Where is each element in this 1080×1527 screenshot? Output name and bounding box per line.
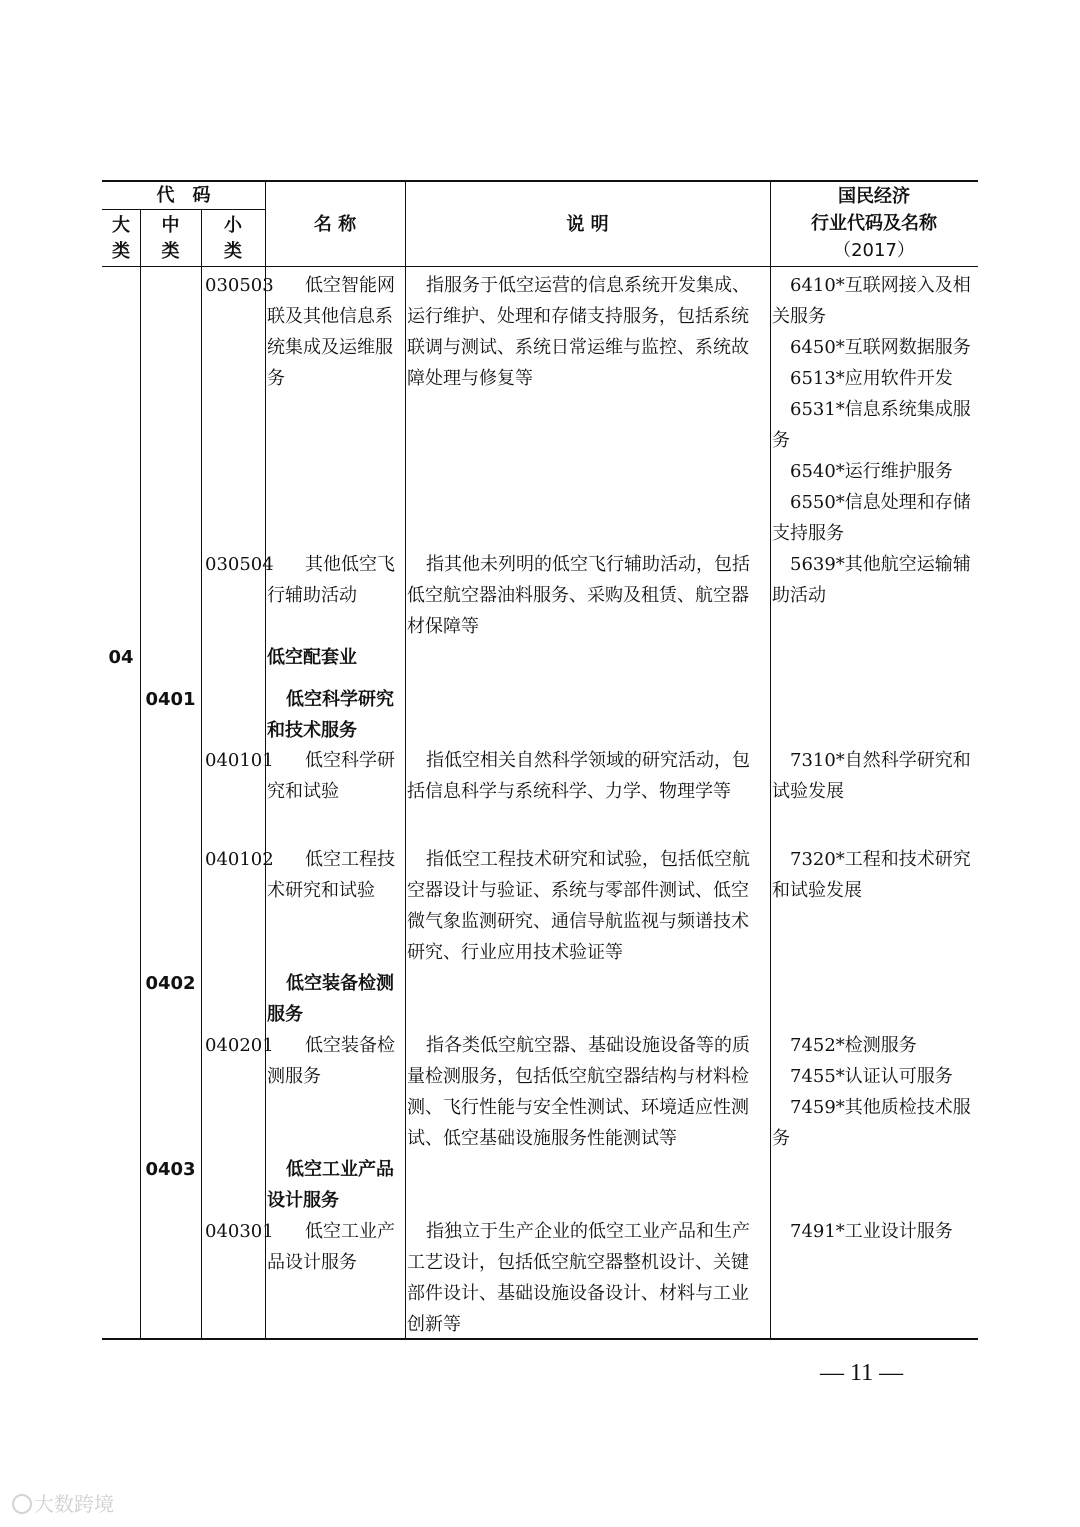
code-040101: 040101 [205,750,274,771]
header-code-divider [102,209,265,210]
code-040201: 040201 [205,1035,274,1056]
watermark-text: 大数跨境 [34,1492,114,1516]
code-030504: 030504 [205,554,274,575]
name-040101-l1: 低空科学研 [305,750,395,771]
table-top-rule [102,180,978,182]
desc-030503-l2: 运行维护、处理和存储支持服务，包括系统 [407,306,749,327]
ind-030503-l4: 6513*应用软件开发 [790,368,953,389]
desc-040102-l1: 指低空工程技术研究和试验，包括低空航 [426,849,750,870]
name-030503-l4: 务 [267,368,285,389]
header-code: 代 码 [156,185,211,206]
ind-040101-l1: 7310*自然科学研究和 [790,750,971,771]
code-0402: 0402 [145,973,196,994]
name-04: 低空配套业 [267,647,357,668]
header-minor: 小 类 [224,215,242,262]
desc-030504-l3: 材保障等 [407,616,479,637]
header-medium: 中 类 [161,215,180,262]
code-04: 04 [108,647,134,668]
page-number: — 11 — [820,1360,904,1386]
ind-030503-l5: 6531*信息系统集成服 [790,399,971,420]
header-major: 大 类 [112,215,130,262]
desc-040301-l3: 部件设计、基础设施设备设计、材料与工业 [407,1283,749,1304]
desc-030504-l1: 指其他未列明的低空飞行辅助活动，包括 [426,554,750,575]
ind-040201-l2: 7455*认证认可服务 [790,1066,953,1087]
desc-040101-l2: 括信息科学与系统科学、力学、物理学等 [407,781,731,802]
ind-030503-l7: 6540*运行维护服务 [790,461,953,482]
desc-030504-l2: 低空航空器油料服务、采购及租赁、航空器 [407,585,749,606]
name-040301-l1: 低空工业产 [305,1221,395,1242]
ind-040101-l2: 试验发展 [772,781,844,802]
desc-040301-l1: 指独立于生产企业的低空工业产品和生产 [426,1221,750,1242]
name-040201-l1: 低空装备检 [305,1035,395,1056]
ind-030504-l1: 5639*其他航空运输辅 [790,554,971,575]
desc-040301-l4: 创新等 [407,1314,461,1335]
code-0401: 0401 [145,689,196,710]
desc-040301-l2: 工艺设计，包括低空航空器整机设计、关键 [407,1252,749,1273]
name-0402-l1: 低空装备检测 [286,973,394,994]
header-description: 说 明 [566,214,609,235]
name-040301-l2: 品设计服务 [267,1252,357,1273]
col-divider-5 [770,180,771,1339]
header-industry-line1: 国民经济 [838,186,910,207]
name-030504-l1: 其他低空飞 [305,554,395,575]
desc-040102-l2: 空器设计与验证、系统与零部件测试、低空 [407,880,749,901]
table-bottom-rule [102,1338,978,1340]
desc-030503-l4: 障处理与修复等 [407,368,533,389]
code-030503: 030503 [205,275,274,296]
desc-040201-l2: 量检测服务，包括低空航空器结构与材料检 [407,1066,749,1087]
code-0403: 0403 [145,1159,196,1180]
watermark-logo-icon [12,1494,32,1514]
header-name: 名 称 [313,214,357,235]
name-0403-l1: 低空工业产品 [286,1159,394,1180]
ind-030503-l3: 6450*互联网数据服务 [790,337,971,358]
ind-040201-l1: 7452*检测服务 [790,1035,917,1056]
ind-030503-l9: 支持服务 [772,523,844,544]
code-040102: 040102 [205,849,274,870]
header-industry-line2: 行业代码及名称 [811,213,937,234]
ind-040201-l4: 务 [772,1128,790,1149]
name-030504-l2: 行辅助活动 [267,585,357,606]
col-divider-2 [201,209,202,1339]
name-040201-l2: 测服务 [267,1066,321,1087]
ind-040102-l1: 7320*工程和技术研究 [790,849,971,870]
desc-040102-l4: 研究、行业应用技术验证等 [407,942,623,963]
desc-030503-l1: 指服务于低空运营的信息系统开发集成、 [426,275,750,296]
desc-040101-l1: 指低空相关自然科学领域的研究活动，包 [426,750,750,771]
ind-030503-l6: 务 [772,430,790,451]
col-divider-4 [405,180,406,1339]
header-industry-line3: （2017） [833,240,915,261]
name-040102-l2: 术研究和试验 [267,880,375,901]
name-030503-l2: 联及其他信息系 [267,306,393,327]
desc-040201-l4: 试、低空基础设施服务性能测试等 [407,1128,677,1149]
desc-030503-l3: 联调与测试、系统日常运维与监控、系统故 [407,337,749,358]
ind-030504-l2: 助活动 [772,585,826,606]
header-bottom-rule [102,266,978,267]
ind-030503-l1: 6410*互联网接入及相 [790,275,971,296]
watermark [12,1488,114,1517]
desc-040201-l3: 测、飞行性能与安全性测试、环境适应性测 [407,1097,749,1118]
code-040301: 040301 [205,1221,274,1242]
name-030503-l1: 低空智能网 [305,275,395,296]
ind-040102-l2: 和试验发展 [772,880,862,901]
name-0401-l1: 低空科学研究 [286,689,394,710]
ind-030503-l2: 关服务 [772,306,826,327]
name-0403-l2: 设计服务 [267,1190,339,1211]
desc-040102-l3: 微气象监测研究、通信导航监视与频谱技术 [407,911,749,932]
name-040101-l2: 究和试验 [267,781,339,802]
name-030503-l3: 统集成及运维服 [267,337,393,358]
name-0402-l2: 服务 [267,1004,303,1025]
name-0401-l2: 和技术服务 [267,720,357,741]
ind-040301-l1: 7491*工业设计服务 [790,1221,953,1242]
ind-040201-l3: 7459*其他质检技术服 [790,1097,971,1118]
name-040102-l1: 低空工程技 [305,849,395,870]
desc-040201-l1: 指各类低空航空器、基础设施设备等的质 [426,1035,750,1056]
ind-030503-l8: 6550*信息处理和存储 [790,492,971,513]
